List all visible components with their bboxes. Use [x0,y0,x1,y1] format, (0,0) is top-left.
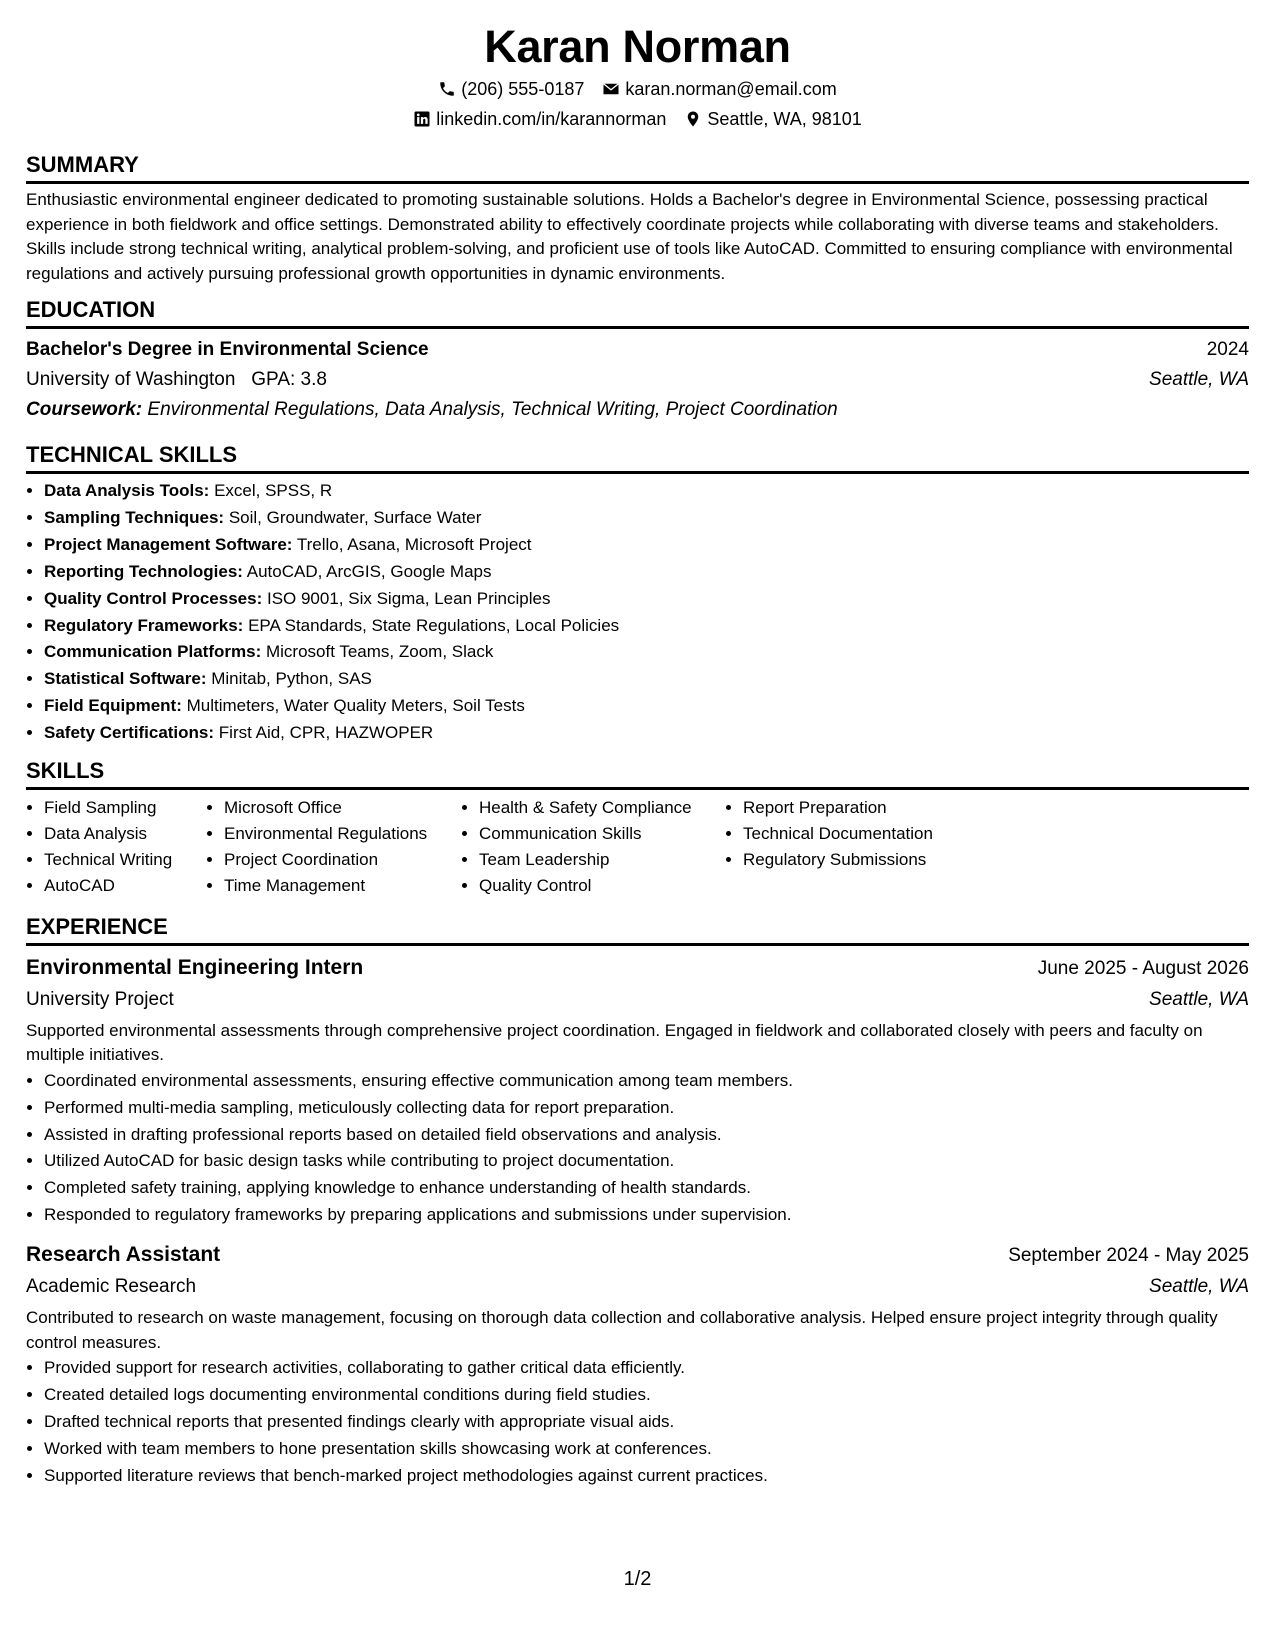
skill-category: Sampling Techniques: [44,507,225,527]
education-heading: EDUCATION [26,296,1249,329]
skills-column-2 [206,795,461,899]
list-item: • Quality Control [479,873,725,899]
job-organization: Academic Research [26,1276,197,1298]
list-item: • Field Sampling [44,795,206,821]
school-location: Seattle, WA [1149,369,1249,390]
skill-category: Field Equipment: [44,696,182,716]
page-number: 1/2 [623,1568,652,1590]
list-item: • Responded to regulatory frameworks by preparing applications and submissions under supervision. [44,1202,1249,1229]
experience-heading: EXPERIENCE [26,913,1249,946]
linkedin-text[interactable]: linkedin.com/in/karannorman [436,109,667,129]
list-item: • Data Analysis [44,821,206,847]
list-item: • Performed multi-media sampling, meticulously collecting data for report preparation. [44,1095,1249,1122]
degree-row [26,335,1249,365]
technical-skills-list [26,478,1249,747]
list-item [44,505,1249,532]
location-contact [684,104,861,134]
gpa: GPA: 3.8 [251,369,327,390]
skill-values: AutoCAD, ArcGIS, Google Maps [246,561,492,581]
linkedin-contact[interactable] [413,104,666,134]
list-item: • Provided support for research activities, collaborating to gather critical data efficiently. [44,1355,1249,1382]
skills-column-4 [725,795,983,899]
technical-skills-heading: TECHNICAL SKILLS [26,441,1249,474]
list-item: • Report Preparation [743,795,983,821]
skill-category: Data Analysis Tools: [44,481,210,500]
school-info [26,365,327,395]
skill-category: Communication Platforms: [44,642,262,662]
envelope-icon [602,80,620,98]
skill-values: Soil, Groundwater, Surface Water [228,507,482,527]
job-entry [26,1239,1249,1490]
list-item: • Utilized AutoCAD for basic design tasks while contributing to project documentation. [44,1148,1249,1175]
job-title: Environmental Engineering Intern [26,955,364,979]
graduation-year: 2024 [1206,339,1249,360]
summary-heading: SUMMARY [26,151,1249,184]
skill-values: First Aid, CPR, HAZWOPER [218,723,434,743]
list-item: • Created detailed logs documenting environmental conditions during field studies. [44,1382,1249,1409]
list-item [44,478,1249,505]
contact-line-1 [26,74,1249,104]
skill-values: Excel, SPSS, R [214,481,333,500]
phone-text: (206) 555-0187 [461,79,585,99]
job-title-row [26,952,1249,985]
job-dates: September 2024 - May 2025 [1008,1245,1249,1267]
list-item: • Communication Skills [479,821,725,847]
coursework-list: Environmental Regulations, Data Analysis, Technical Writing, Project Coordination [147,399,838,420]
phone-icon [438,80,456,98]
list-item [44,666,1249,693]
list-item: • Environmental Regulations [224,821,461,847]
job-bullets [26,1355,1249,1490]
phone-contact [438,74,584,104]
technical-skills-section [26,441,1249,747]
experience-section [26,913,1249,1490]
job-title: Research Assistant [26,1243,221,1267]
coursework [26,395,1249,425]
summary-section [26,151,1249,286]
email-contact[interactable] [602,74,836,104]
list-item: • Technical Documentation [743,821,983,847]
school-name: University of Washington [26,369,236,390]
skill-values: Multimeters, Water Quality Meters, Soil Tests [186,696,525,716]
job-organization: University Project [26,988,174,1010]
skill-category: Safety Certifications: [44,723,215,743]
list-item: • Team Leadership [479,847,725,873]
list-item: • Regulatory Submissions [743,847,983,873]
skills-column-1 [26,795,206,899]
list-item [44,639,1249,666]
education-section [26,296,1249,425]
list-item: • Completed safety training, applying knowledge to enhance understanding of health standards. [44,1175,1249,1202]
job-title-row [26,1239,1249,1272]
job-bullets [26,1068,1249,1229]
job-dates: June 2025 - August 2026 [1037,957,1249,979]
school-row [26,365,1249,395]
skill-category: Project Management Software: [44,534,293,554]
list-item [44,559,1249,586]
candidate-name: Karan Norman [484,21,791,72]
skills-grid [26,795,1249,899]
map-pin-icon [684,110,702,128]
list-item: • AutoCAD [44,873,206,899]
job-org-row [26,1272,1249,1302]
list-item: • Microsoft Office [224,795,461,821]
list-item [44,693,1249,720]
list-item: • Technical Writing [44,847,206,873]
skill-category: Statistical Software: [44,669,207,689]
skill-values: ISO 9001, Six Sigma, Lean Principles [266,588,551,608]
skill-category: Regulatory Frameworks: [44,615,244,635]
list-item [44,586,1249,613]
skills-section [26,757,1249,899]
job-org-row [26,985,1249,1015]
job-description: Contributed to research on waste management, focusing on thorough data collection and collaborative analysis. Helped ensure project integrity through quality control measures. [26,1308,1218,1352]
degree-title: Bachelor's Degree in Environmental Science [26,339,429,360]
list-item [44,613,1249,640]
job-description: Supported environmental assessments through comprehensive project coordination. Engaged in fieldwork and collaborated closely with peers and faculty on multiple initiatives. [26,1020,1203,1065]
skills-column-3 [461,795,725,899]
job-entry [26,952,1249,1229]
linkedin-icon [413,110,431,128]
skills-heading: SKILLS [26,757,1249,790]
job-location: Seattle, WA [1149,1276,1249,1298]
list-item: • Project Coordination [224,847,461,873]
skill-category: Reporting Technologies: [44,561,243,581]
email-text[interactable]: karan.norman@email.com [625,79,837,99]
skill-values: EPA Standards, State Regulations, Local Policies [248,615,620,635]
list-item: • Assisted in drafting professional reports based on detailed field observations and analysis. [44,1122,1249,1149]
skill-category: Quality Control Processes: [44,588,263,608]
contact-line-2 [26,104,1249,134]
job-location: Seattle, WA [1149,988,1249,1010]
list-item: • Health & Safety Compliance [479,795,725,821]
summary-text: Enthusiastic environmental engineer dedicated to promoting sustainable solutions. Holds a Bachelor's degree in Environmental Science, possessing practical experience in both fieldwork and office settings. Demonstrated ability to effectively coordinate projects while collaborating with diverse teams and stakeholders. Skills include strong technical writing, analytical problem-solving, and proficient use of tools like AutoCAD. Committed to ensuring compliance with environmental regulations and actively pursuing professional growth opportunities in dynamic environments. [26,190,1233,283]
skill-values: Minitab, Python, SAS [211,669,372,689]
coursework-label: Coursework: [26,399,143,420]
list-item: • Worked with team members to hone presentation skills showcasing work at conferences. [44,1436,1249,1463]
list-item: • Drafted technical reports that presented findings clearly with appropriate visual aids. [44,1409,1249,1436]
list-item: • Coordinated environmental assessments, ensuring effective communication among team members. [44,1068,1249,1095]
list-item [44,720,1249,747]
list-item: • Supported literature reviews that bench-marked project methodologies against current practices. [44,1463,1249,1490]
list-item: • Time Management [224,873,461,899]
skill-values: Trello, Asana, Microsoft Project [296,534,532,554]
list-item [44,532,1249,559]
skill-values: Microsoft Teams, Zoom, Slack [265,642,494,662]
location-text: Seattle, WA, 98101 [707,109,862,129]
